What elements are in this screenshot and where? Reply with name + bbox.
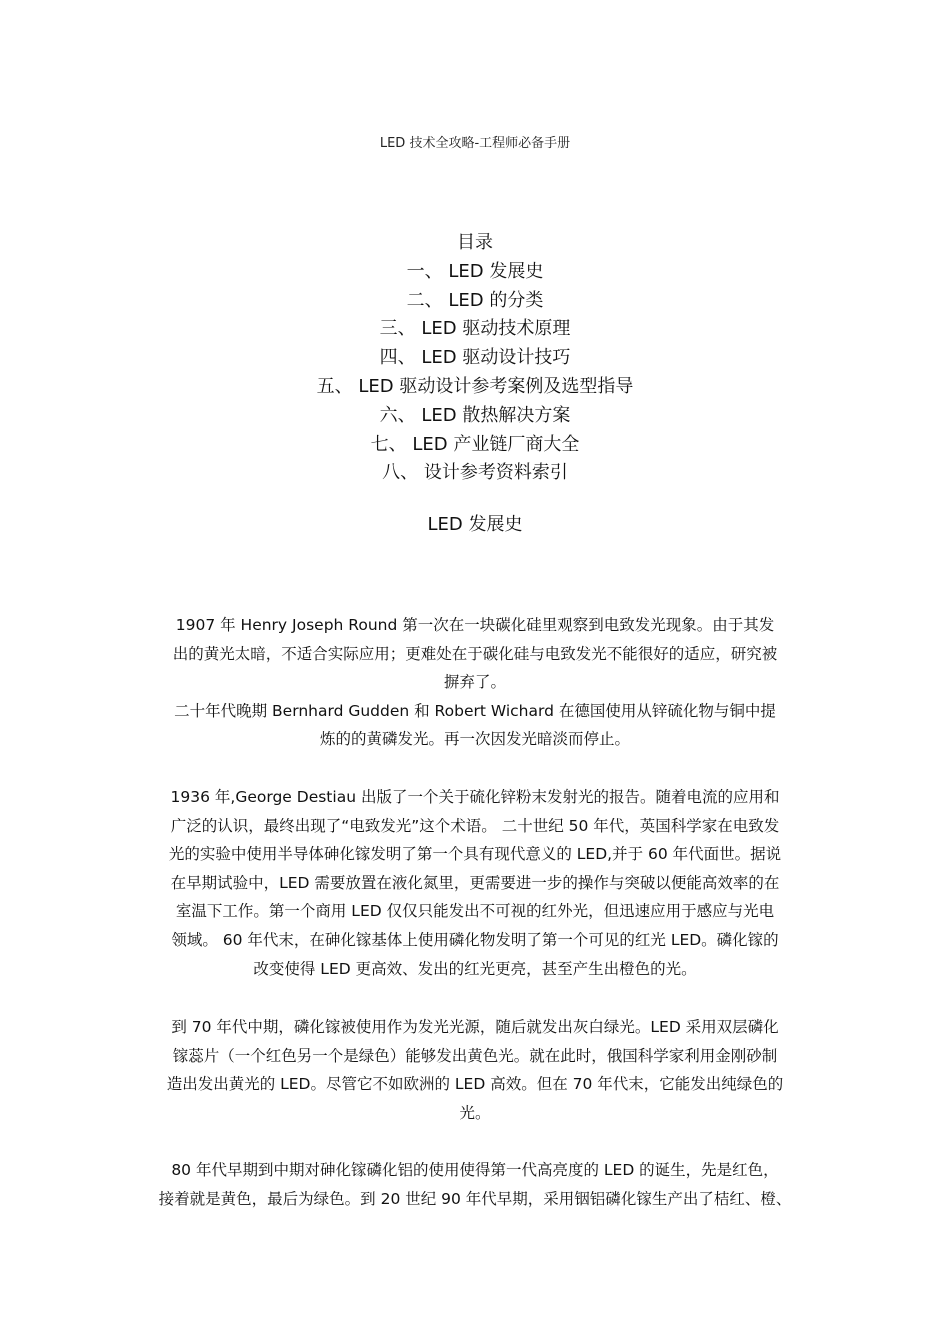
text-line: 领域。 60 年代末，在砷化镓基体上使用磷化物发明了第一个可见的红光 LED。磷化镓的 [171, 930, 779, 949]
text-line: 室温下工作。第一个商用 LED 仅仅只能发出不可视的红外光，但迅速应用于感应与光电 [175, 902, 775, 921]
toc-item-6: 六、 LED 散热解决方案 [379, 404, 571, 426]
toc-item-2: 二、 LED 的分类 [406, 289, 544, 311]
text-line: 改变使得 LED 更高效、发出的红光更亮，甚至产生出橙色的光。 [253, 959, 697, 978]
text-line: 接着就是黄色，最后为绿色。到 20 世纪 90 年代早期，采用铟铝磷化镓生产出了桔红、橙、 [158, 1189, 792, 1208]
text-line: 80 年代早期到中期对砷化镓磷化铝的使用使得第一代高亮度的 LED 的诞生，先是红色， [171, 1161, 779, 1179]
text-line: 镓蕊片（一个红色另一个是绿色）能够发出黄色光。就在此时，俄国科学家利用金刚砂制 [172, 1046, 778, 1065]
table-of-contents [0, 229, 950, 488]
text-line: 造出发出黄光的 LED。尽管它不如欧洲的 LED 高效。但在 70 年代末，它能发出纯绿色的 [166, 1075, 784, 1094]
paragraph-3 [142, 1013, 808, 1127]
text-line: 出的黄光太暗，不适合实际应用；更难处在于碳化硅与电致发光不能很好的适应，研究被 [172, 644, 778, 663]
text-line: 光。 [459, 1103, 491, 1122]
paragraph-4 [142, 1156, 808, 1213]
toc-item-7: 七、 LED 产业链厂商大全 [370, 433, 580, 455]
toc-item-3: 三、 LED 驱动技术原理 [379, 318, 571, 340]
text-line: 摒弃了。 [443, 673, 506, 692]
toc-item-5: 五、 LED 驱动设计参考案例及选型指导 [316, 375, 634, 397]
text-line: 在早期试验中，LED 需要放置在液化氮里，更需要进一步的操作与突破以便能高效率的在 [170, 873, 780, 892]
paragraph-2 [142, 783, 808, 983]
toc-item-4: 四、 LED 驱动设计技巧 [379, 347, 571, 369]
toc-item-1: 一、 LED 发展史 [406, 260, 544, 282]
toc-title: 目录 [457, 232, 493, 253]
text-line: 光的实验中使用半导体砷化镓发明了第一个具有现代意义的 LED,并于 60 年代面世。据说 [168, 845, 782, 864]
text-line: 广泛的认识，最终出现了“电致发光”这个术语。 二十世纪 50 年代，英国科学家在电致发 [170, 816, 780, 835]
text-line: 二十年代晚期 Bernhard Gudden 和 Robert Wichard 在德国使用从锌硫化物与铜中提 [174, 701, 776, 720]
section-heading: LED 发展史 [427, 514, 523, 535]
paragraph-1 [142, 611, 808, 754]
text-line: 1907 年 Henry Joseph Round 第一次在一块碳化硅里观察到电致发光现象。由于其发 [175, 616, 775, 634]
document-header-title: LED 技术全攻略-工程师必备手册 [379, 136, 571, 151]
text-line: 炼的的黄磷发光。再一次因发光暗淡而停止。 [319, 730, 630, 749]
text-line: 1936 年,George Destiau 出版了一个关于硫化锌粉末发射光的报告。随着电流的应用和 [170, 788, 780, 806]
toc-item-8: 八、 设计参考资料索引 [382, 462, 568, 484]
text-line: 到 70 年代中期，磷化镓被使用作为发光光源，随后就发出灰白绿光。LED 采用双层磷化 [171, 1018, 779, 1036]
